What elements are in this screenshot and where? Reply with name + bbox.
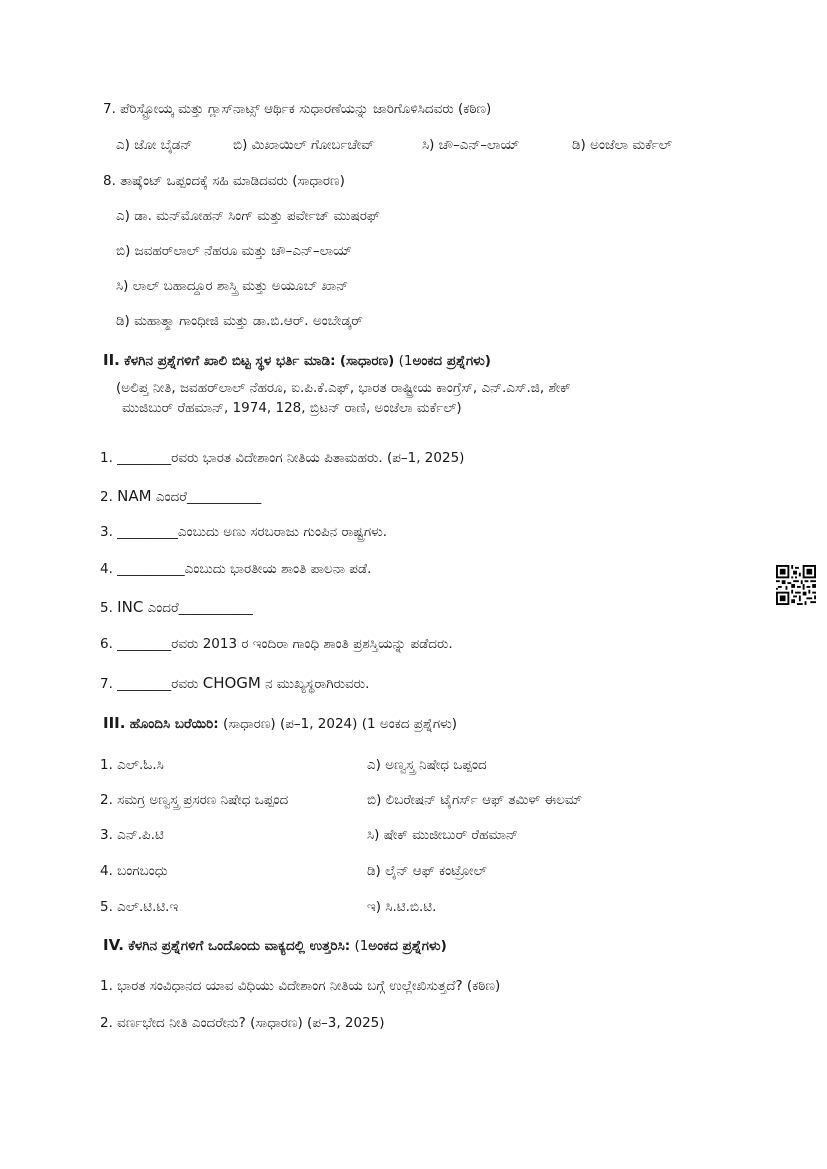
match-left-3: 3. ಎನ್.ಪಿ.ಟಿ xyxy=(100,827,164,843)
section-2-level: (ಸಾಧಾರಣ) xyxy=(339,353,395,369)
section-4-title: ಕೆಳಗಿನ ಪ್ರಶ್ನೆಗಳಿಗೆ ಒಂದೊಂದು ವಾಕ್ಯದಲ್ಲಿ ಉತ್ತರಿಸಿ: xyxy=(128,938,351,954)
word-bank-line-1: (ಅಲಿಪ್ತ ನೀತಿ, ಜವಹರ್‌ಲಾಲ್ ನೆಹರೂ, ಐ.ಪಿ.ಕೆ.ಎಫ್, ಭಾರತ ರಾಷ್ಟ್ರೀಯ ಕಾಂಗ್ರೆಸ್, ಎನ್.ಎಸ್.ಜಿ, ಶೇಕ್ xyxy=(116,380,571,396)
question-8-text: 8. ತಾಷ್ಕೆಂಟ್ ಒಪ್ಪಂದಕ್ಕೆ ಸಹಿ ಮಾಡಿದವರು (ಸಾಧಾರಣ) xyxy=(103,173,345,189)
question-8-option-d: ಡಿ) ಮಹಾತ್ಮಾ ಗಾಂಧೀಜಿ ಮತ್ತು ಡಾ.ಬಿ.ಆರ್. ಅಂಬೇಡ್ಕರ್ xyxy=(116,313,363,329)
question-7-text: 7. ಪೆರಿಸ್ಟ್ರೋಯ್ಕ ಮತ್ತು ಗ್ಲಾಸ್‌ನಾಟ್ಸ್ ಆರ್ಥಿಕ ಸುಧಾರಣೆಯನ್ನು ಜಾರಿಗೊಳಿಸಿದವರು (ಕಠಿಣ) xyxy=(103,101,492,117)
section-3-rest: (ಸಾಧಾರಣ) (ಪ–1, 2024) (1 ಅಂಕದ ಪ್ರಶ್ನೆಗಳು) xyxy=(222,716,458,732)
question-8-option-c: ಸಿ) ಲಾಲ್ ಬಹಾದ್ದೂರ ಶಾಸ್ತ್ರಿ ಮತ್ತು ಅಯೂಬ್ ಖಾನ್ xyxy=(116,278,349,294)
section-3-roman: III. xyxy=(103,714,126,732)
match-right-1: ಎ) ಅಣ್ವಸ್ತ್ರ ನಿಷೇಧ ಒಪ್ಪಂದ xyxy=(367,757,487,773)
fill-item-5-acronym: INC xyxy=(117,598,144,616)
match-left-2: 2. ಸಮಗ್ರ ಅಣ್ವಸ್ತ್ರ ಪ್ರಸರಣ ನಿಷೇಧ ಒಪ್ಪಂದ xyxy=(100,792,289,808)
fill-item-1: 1. ________ರವರು ಭಾರತ ವಿದೇಶಾಂಗ ನೀತಿಯ ಪಿತಾಮಹರು. (ಪ–1, 2025) xyxy=(100,450,465,466)
section-4-marks-pre: (1 xyxy=(354,938,369,954)
question-8-option-a: ಎ) ಡಾ. ಮನ್‌ಮೋಹನ್ ಸಿಂಗ್ ಮತ್ತು ಪರ್ವೇಜ್ ಮುಷರಫ್ xyxy=(116,208,380,224)
section-4-marks: ಅಂಕದ ಪ್ರಶ್ನೆಗಳು) xyxy=(368,938,447,954)
match-right-5: ಇ) ಸಿ.ಟಿ.ಬಿ.ಟಿ. xyxy=(367,899,437,915)
section-2-roman: II. xyxy=(103,351,120,369)
section-3-heading xyxy=(103,713,457,734)
section-2-marks: ಅಂಕದ ಪ್ರಶ್ನೆಗಳು) xyxy=(412,353,491,369)
short-answer-1: 1. ಭಾರತ ಸಂವಿಧಾನದ ಯಾವ ವಿಧಿಯು ವಿದೇಶಾಂಗ ನೀತಿಯ ಬಗ್ಗೆ ಉಲ್ಲೇಖಿಸುತ್ತದೆ? (ಕಠಿಣ) xyxy=(100,978,501,994)
fill-item-5: 5. INC ಎಂದರೆ___________ xyxy=(100,598,253,616)
fill-item-6: 6. ________ರವರು 2013 ರ ಇಂದಿರಾ ಗಾಂಧಿ ಶಾಂತಿ ಪ್ರಶಸ್ತಿಯನ್ನು ಪಡೆದರು. xyxy=(100,636,453,652)
question-7-option-b: ಬಿ) ಮಿಖಾಯಿಲ್ ಗೋರ್ಬಚೇವ್ xyxy=(233,137,375,153)
section-2-title: ಕೆಳಗಿನ ಪ್ರಶ್ನೆಗಳಿಗೆ ಖಾಲಿ ಬಿಟ್ಟ ಸ್ಥಳ ಭರ್ತಿ ಮಾಡಿ: xyxy=(124,353,336,369)
fill-item-7-acronym: CHOGM xyxy=(202,674,261,692)
fill-item-4: 4. __________ಎಂಬುದು ಭಾರತೀಯ ಶಾಂತಿ ಪಾಲನಾ ಪಡೆ. xyxy=(100,561,372,577)
fill-item-2: 2. NAM ಎಂದರೆ___________ xyxy=(100,487,262,505)
fill-item-2-acronym: NAM xyxy=(117,487,152,505)
match-left-5: 5. ಎಲ್.ಟಿ.ಟಿ.ಇ xyxy=(100,899,179,915)
section-4-roman: IV. xyxy=(103,936,124,954)
short-answer-2: 2. ವರ್ಣಭೇದ ನೀತಿ ಎಂದರೇನು? (ಸಾಧಾರಣ) (ಪ–3, 2025) xyxy=(100,1015,385,1031)
section-2-heading xyxy=(103,350,491,371)
match-right-3: ಸಿ) ಷೇಕ್ ಮುಜೀಬುರ್ ರೆಹಮಾನ್ xyxy=(367,827,518,843)
match-left-4: 4. ಬಂಗಬಂಧು xyxy=(100,863,168,879)
section-2-marks-pre: (1 xyxy=(398,353,413,369)
section-4-heading xyxy=(103,935,447,956)
section-3-title: ಹೊಂದಿಸಿ ಬರೆಯಿರಿ: xyxy=(129,716,219,732)
question-7-option-d: ಡಿ) ಅಂಜೆಲಾ ಮರ್ಕೆಲ್ xyxy=(572,137,672,153)
match-right-2: ಬಿ) ಲಿಬರೇಷನ್ ಟೈಗರ್ಸ್ ಆಫ್ ತಮಿಳ್ ಈಲಮ್ xyxy=(367,792,583,808)
qr-code-icon xyxy=(776,565,816,605)
match-left-1: 1. ಎಲ್.ಓ.ಸಿ xyxy=(100,757,164,773)
question-7-option-c: ಸಿ) ಚೌ–ಎನ್–ಲಾಯ್ xyxy=(422,137,520,153)
fill-item-3: 3. _________ಎಂಬುದು ಅಣು ಸರಬರಾಜು ಗುಂಪಿನ ರಾಷ್ಟ್ರಗಳು. xyxy=(100,524,388,540)
question-8-option-b: ಬಿ) ಜವಹರ್‌ಲಾಲ್ ನೆಹರೂ ಮತ್ತು ಚೌ–ಎನ್–ಲಾಯ್ xyxy=(116,243,352,259)
question-7-option-a: ಎ) ಜೋ ಬೈಡನ್ xyxy=(116,137,193,153)
match-right-4: ಡಿ) ಲೈನ್ ಆಫ್ ಕಂಟ್ರೋಲ್ xyxy=(367,863,487,879)
word-bank-line-2: ಮುಜಿಬುರ್ ರೆಹಮಾನ್, 1974, 128, ಬ್ರಿಟನ್ ರಾಣಿ, ಅಂಜೆಲಾ ಮರ್ಕೆಲ್) xyxy=(122,400,462,416)
fill-item-7: 7. ________ರವರು CHOGM ನ ಮುಖ್ಯಸ್ಥರಾಗಿರುವರು. xyxy=(100,674,370,692)
